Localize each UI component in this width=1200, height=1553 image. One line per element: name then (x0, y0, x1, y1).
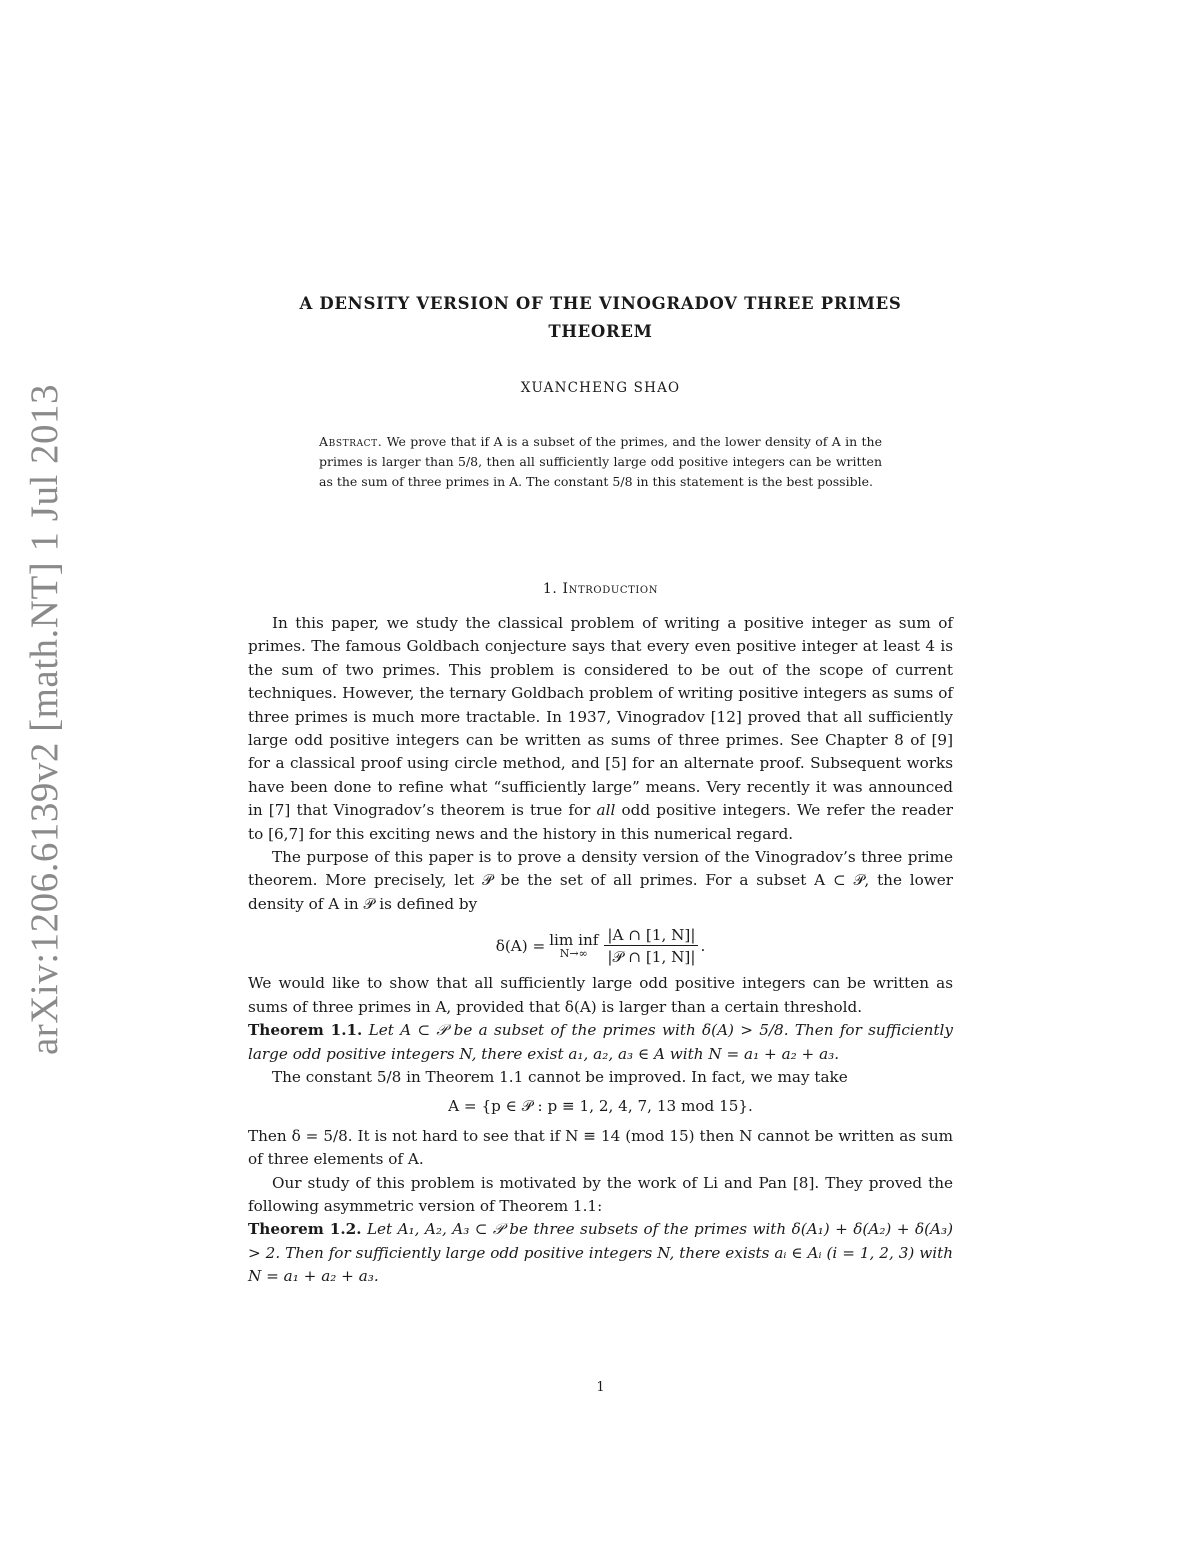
example-set-equation: A = {p ∈ 𝒫 : p ≡ 1, 2, 4, 7, 13 mod 15}. (448, 1097, 753, 1116)
paragraph-4: The constant 5/8 in Theorem 1.1 cannot be improved. In fact, we may take (272, 1067, 848, 1086)
abstract (319, 432, 882, 492)
author: XUANCHENG SHAO (520, 380, 681, 396)
paragraph-6: Our study of this problem is motivated by the work of Li and Pan [8]. They proved the following asymmetric version of Theorem 1.1: (248, 1173, 953, 1215)
equation-fraction (604, 925, 698, 968)
theorem-1-1-heading: Theorem 1.1. (248, 1021, 363, 1040)
arxiv-stamp-text: arXiv:1206.6139v2 [math.NT] 1 Jul 2013 (23, 383, 67, 1055)
section-heading: 1. Introduction (542, 581, 659, 597)
paragraph-2: The purpose of this paper is to prove a density version of the Vinogradov’s three prime theorem. More precisely, let 𝒫 be the set of all primes. For a subset A ⊂ 𝒫, the lower density of A in 𝒫 is defined by (248, 848, 953, 913)
title-line-2: THEOREM (548, 322, 653, 341)
theorem-1-2 (248, 1218, 953, 1288)
paragraph-1 (248, 612, 953, 846)
equation-period: . (700, 936, 706, 955)
paragraph-1-text: In this paper, we study the classical problem of writing a positive integer as sum of primes. The famous Goldbach conjecture says that every even positive integer at least 4 is the sum of two primes. This problem is considered to be out of the scope of current techniques. However, the ternary Goldbach problem of writing positive integers as sums of three primes is much more tractable. In 1937, Vinogradov [12] proved that all sufficiently large odd positive integers can be written as sums of three primes. See Chapter 8 of [9] for a classical proof using circle method, and [5] for an alternate proof. Subsequent works have been done to refine what “sufficiently large” means. Very recently it was announced in [7] that Vinogradov’s theorem is true for (248, 614, 953, 820)
theorem-1-2-heading: Theorem 1.2. (248, 1220, 362, 1239)
abstract-label: Abstract. (319, 434, 383, 449)
paper-title (248, 290, 953, 346)
paragraph-1-end: odd positive integers. We refer the reader to [6,7] for this exciting news and the history in this numerical regard. (248, 801, 954, 843)
paragraph-3: We would like to show that all sufficiently large odd positive integers can be written as sums of three primes in A, provided that δ(A) is larger than a certain threshold. (248, 974, 953, 1016)
body-text (248, 612, 953, 1289)
paragraph-1-emphasis: all (596, 801, 616, 820)
fraction-numerator: |A ∩ [1, N]| (604, 925, 698, 946)
paragraph-5: Then δ = 5/8. It is not hard to see that if N ≡ 14 (mod 15) then N cannot be written as sum of three elements of A. (248, 1126, 953, 1169)
arxiv-stamp (20, 383, 70, 1055)
equation-lhs: δ(A) = (495, 936, 546, 955)
title-line-1: A DENSITY VERSION OF THE VINOGRADOV THREE PRIMES (299, 294, 902, 313)
theorem-1-1-statement: Let A ⊂ 𝒫 be a subset of the primes with δ(A) > 5/8. Then for sufficiently large odd positive integers N, there exist a₁, a₂, a₃ ∈ A with N = a₁ + a₂ + a₃. (248, 1021, 953, 1063)
theorem-1-2-statement: Let A₁, A₂, A₃ ⊂ 𝒫 be three subsets of the primes with δ(A₁) + δ(A₂) + δ(A₃) > 2. Then for sufficiently large odd positive integers N, there exists aᵢ ∈ Aᵢ (i = 1, 2, 3) with N = a₁ + a₂ + a₃. (248, 1220, 954, 1286)
liminf-text: lim inf (549, 931, 599, 950)
liminf-subscript: N→∞ (559, 947, 588, 961)
theorem-1-1 (248, 1019, 953, 1066)
fraction-denominator: |𝒫 ∩ [1, N]| (607, 947, 696, 966)
liminf-operator (549, 932, 598, 960)
page-number: 1 (596, 1380, 605, 1395)
abstract-text: We prove that if A is a subset of the primes, and the lower density of A in the primes is larger than 5/8, then all sufficiently large odd positive integers can be written as the sum of three primes in A. The constant 5/8 in this statement is the best possible. (319, 434, 882, 489)
lower-density-equation (248, 920, 953, 972)
